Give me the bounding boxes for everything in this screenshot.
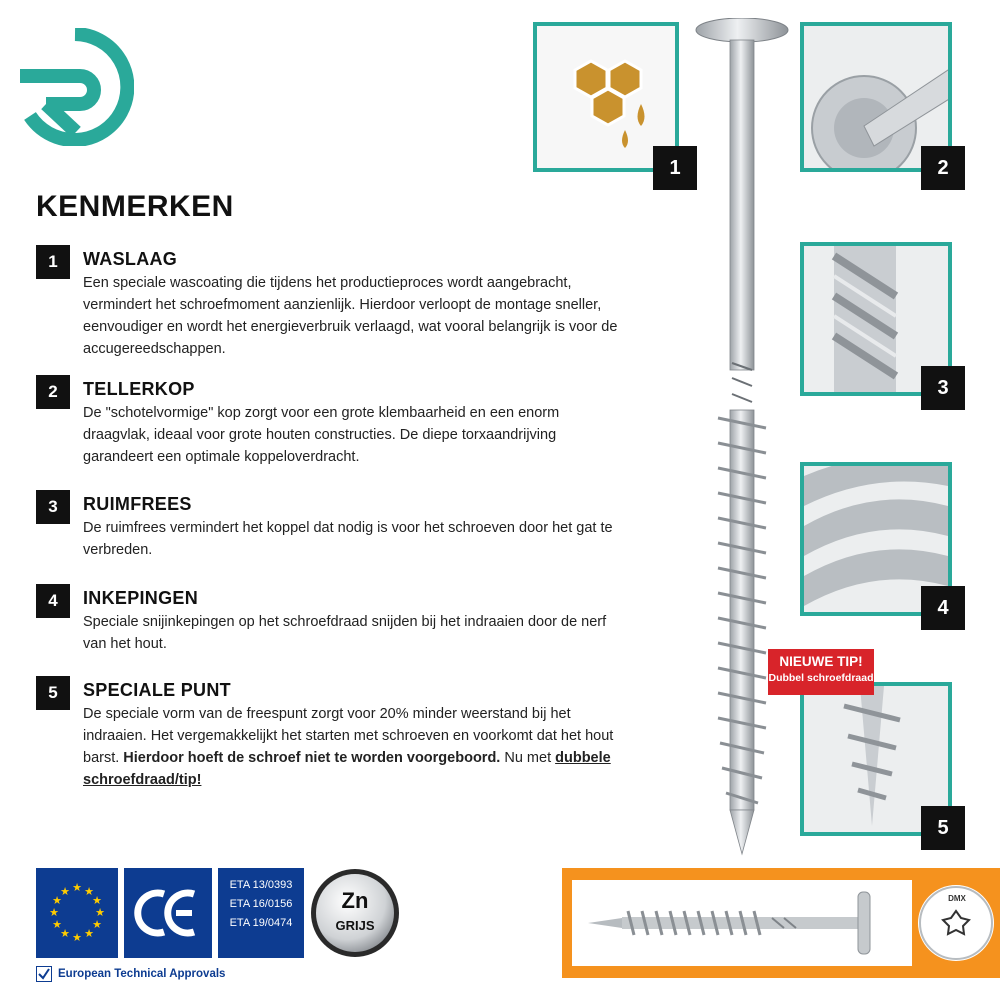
thumbnail-badge: 3	[921, 366, 965, 410]
feature-number: 4	[36, 584, 70, 618]
feature-title: TELLERKOP	[83, 379, 195, 399]
checkbox-icon	[36, 966, 52, 982]
horizontal-screw-icon	[562, 868, 1000, 978]
feature-description: Speciale snijinkepingen op het schroefdraad snijden bij het indraaien door de nerf van het hout.	[83, 614, 607, 652]
svg-text:★: ★	[60, 885, 70, 898]
zn-grijs-badge	[308, 866, 402, 960]
new-tip-label	[768, 649, 874, 695]
svg-text:★: ★	[92, 894, 102, 907]
screw-illustration	[690, 18, 800, 858]
eta-item: ETA 16/0156	[229, 898, 293, 910]
feature-title: WASLAAG	[83, 249, 178, 269]
eta-caption	[36, 966, 225, 982]
feature-number: 5	[36, 676, 70, 710]
svg-text:★: ★	[92, 918, 102, 931]
eu-stars-icon	[36, 868, 118, 958]
svg-text:★: ★	[72, 881, 82, 894]
svg-text:★: ★	[52, 918, 62, 931]
feature-number: 1	[36, 245, 70, 279]
ce-mark-icon	[124, 868, 212, 958]
new-tip-subtitle: Dubbel schroefdraad	[768, 672, 874, 684]
eta-item: ETA 13/0393	[229, 879, 293, 891]
desc-text: De speciale vorm van de freespunt zorgt voor 20% minder weerstand bij het indraaien. Het vergemakkelijkt het starten met schroeven en voorkomt dat het hout barst.	[83, 706, 614, 766]
zn-sub-label: GRIJS	[335, 918, 375, 933]
feature-title: INKEPINGEN	[83, 588, 199, 608]
svg-text:★: ★	[95, 906, 105, 919]
thumbnail-badge: 5	[921, 806, 965, 850]
ce-mark	[124, 868, 212, 958]
new-tip-title: NIEUWE TIP!	[779, 654, 863, 669]
thumbnail-badge: 4	[921, 586, 965, 630]
dk-logo-icon	[16, 28, 134, 146]
page-title: KENMERKEN	[36, 190, 234, 223]
feature-number: 3	[36, 490, 70, 524]
zn-label: Zn	[341, 888, 369, 913]
svg-text:★: ★	[52, 894, 62, 907]
eta-list	[218, 868, 304, 958]
eta-caption-text: European Technical Approvals	[58, 968, 226, 980]
desc-bold-text: Hierdoor hoeft de schroef niet te worden voorgeboord.	[123, 750, 501, 766]
svg-text:★: ★	[84, 927, 94, 940]
svg-text:★: ★	[84, 885, 94, 898]
desc-text-after: Nu met	[500, 750, 556, 766]
feature-description: De ruimfrees vermindert het koppel dat nodig is voor het schroeven door het gat te verbreden.	[83, 520, 613, 558]
eta-item: ETA 19/0474	[229, 917, 293, 929]
feature-title: SPECIALE PUNT	[83, 680, 231, 700]
svg-text:★: ★	[60, 927, 70, 940]
desc-underline-text: dubbele schroefdraad/tip!	[83, 750, 611, 788]
feature-number: 2	[36, 375, 70, 409]
feature-description	[83, 703, 628, 791]
svg-text:★: ★	[72, 931, 82, 944]
feature-title: RUIMFREES	[83, 494, 192, 514]
company-logo	[16, 28, 134, 146]
product-banner	[562, 868, 1000, 978]
thumbnail-badge: 2	[921, 146, 965, 190]
feature-description: De "schotelvormige" kop zorgt voor een grote klembaarheid en een enorm draagvlak, ideaal voor grote houten constructies. De diepe torxaandrijving garandeert een optimale koppeloverdracht.	[83, 405, 560, 465]
svg-text:★: ★	[49, 906, 59, 919]
feature-description: Een speciale wascoating die tijdens het productieproces wordt aangebracht, vermindert het schroefmoment aanzienlijk. Hierdoor verloopt de montage sneller, eenvoudiger en wordt het energieverbruik verlaagd, wat vooral belangrijk is voor de accugereedschappen.	[83, 275, 618, 357]
eu-flag	[36, 868, 118, 958]
drive-label: DMX	[948, 894, 966, 903]
thumbnail-badge: 1	[653, 146, 697, 190]
